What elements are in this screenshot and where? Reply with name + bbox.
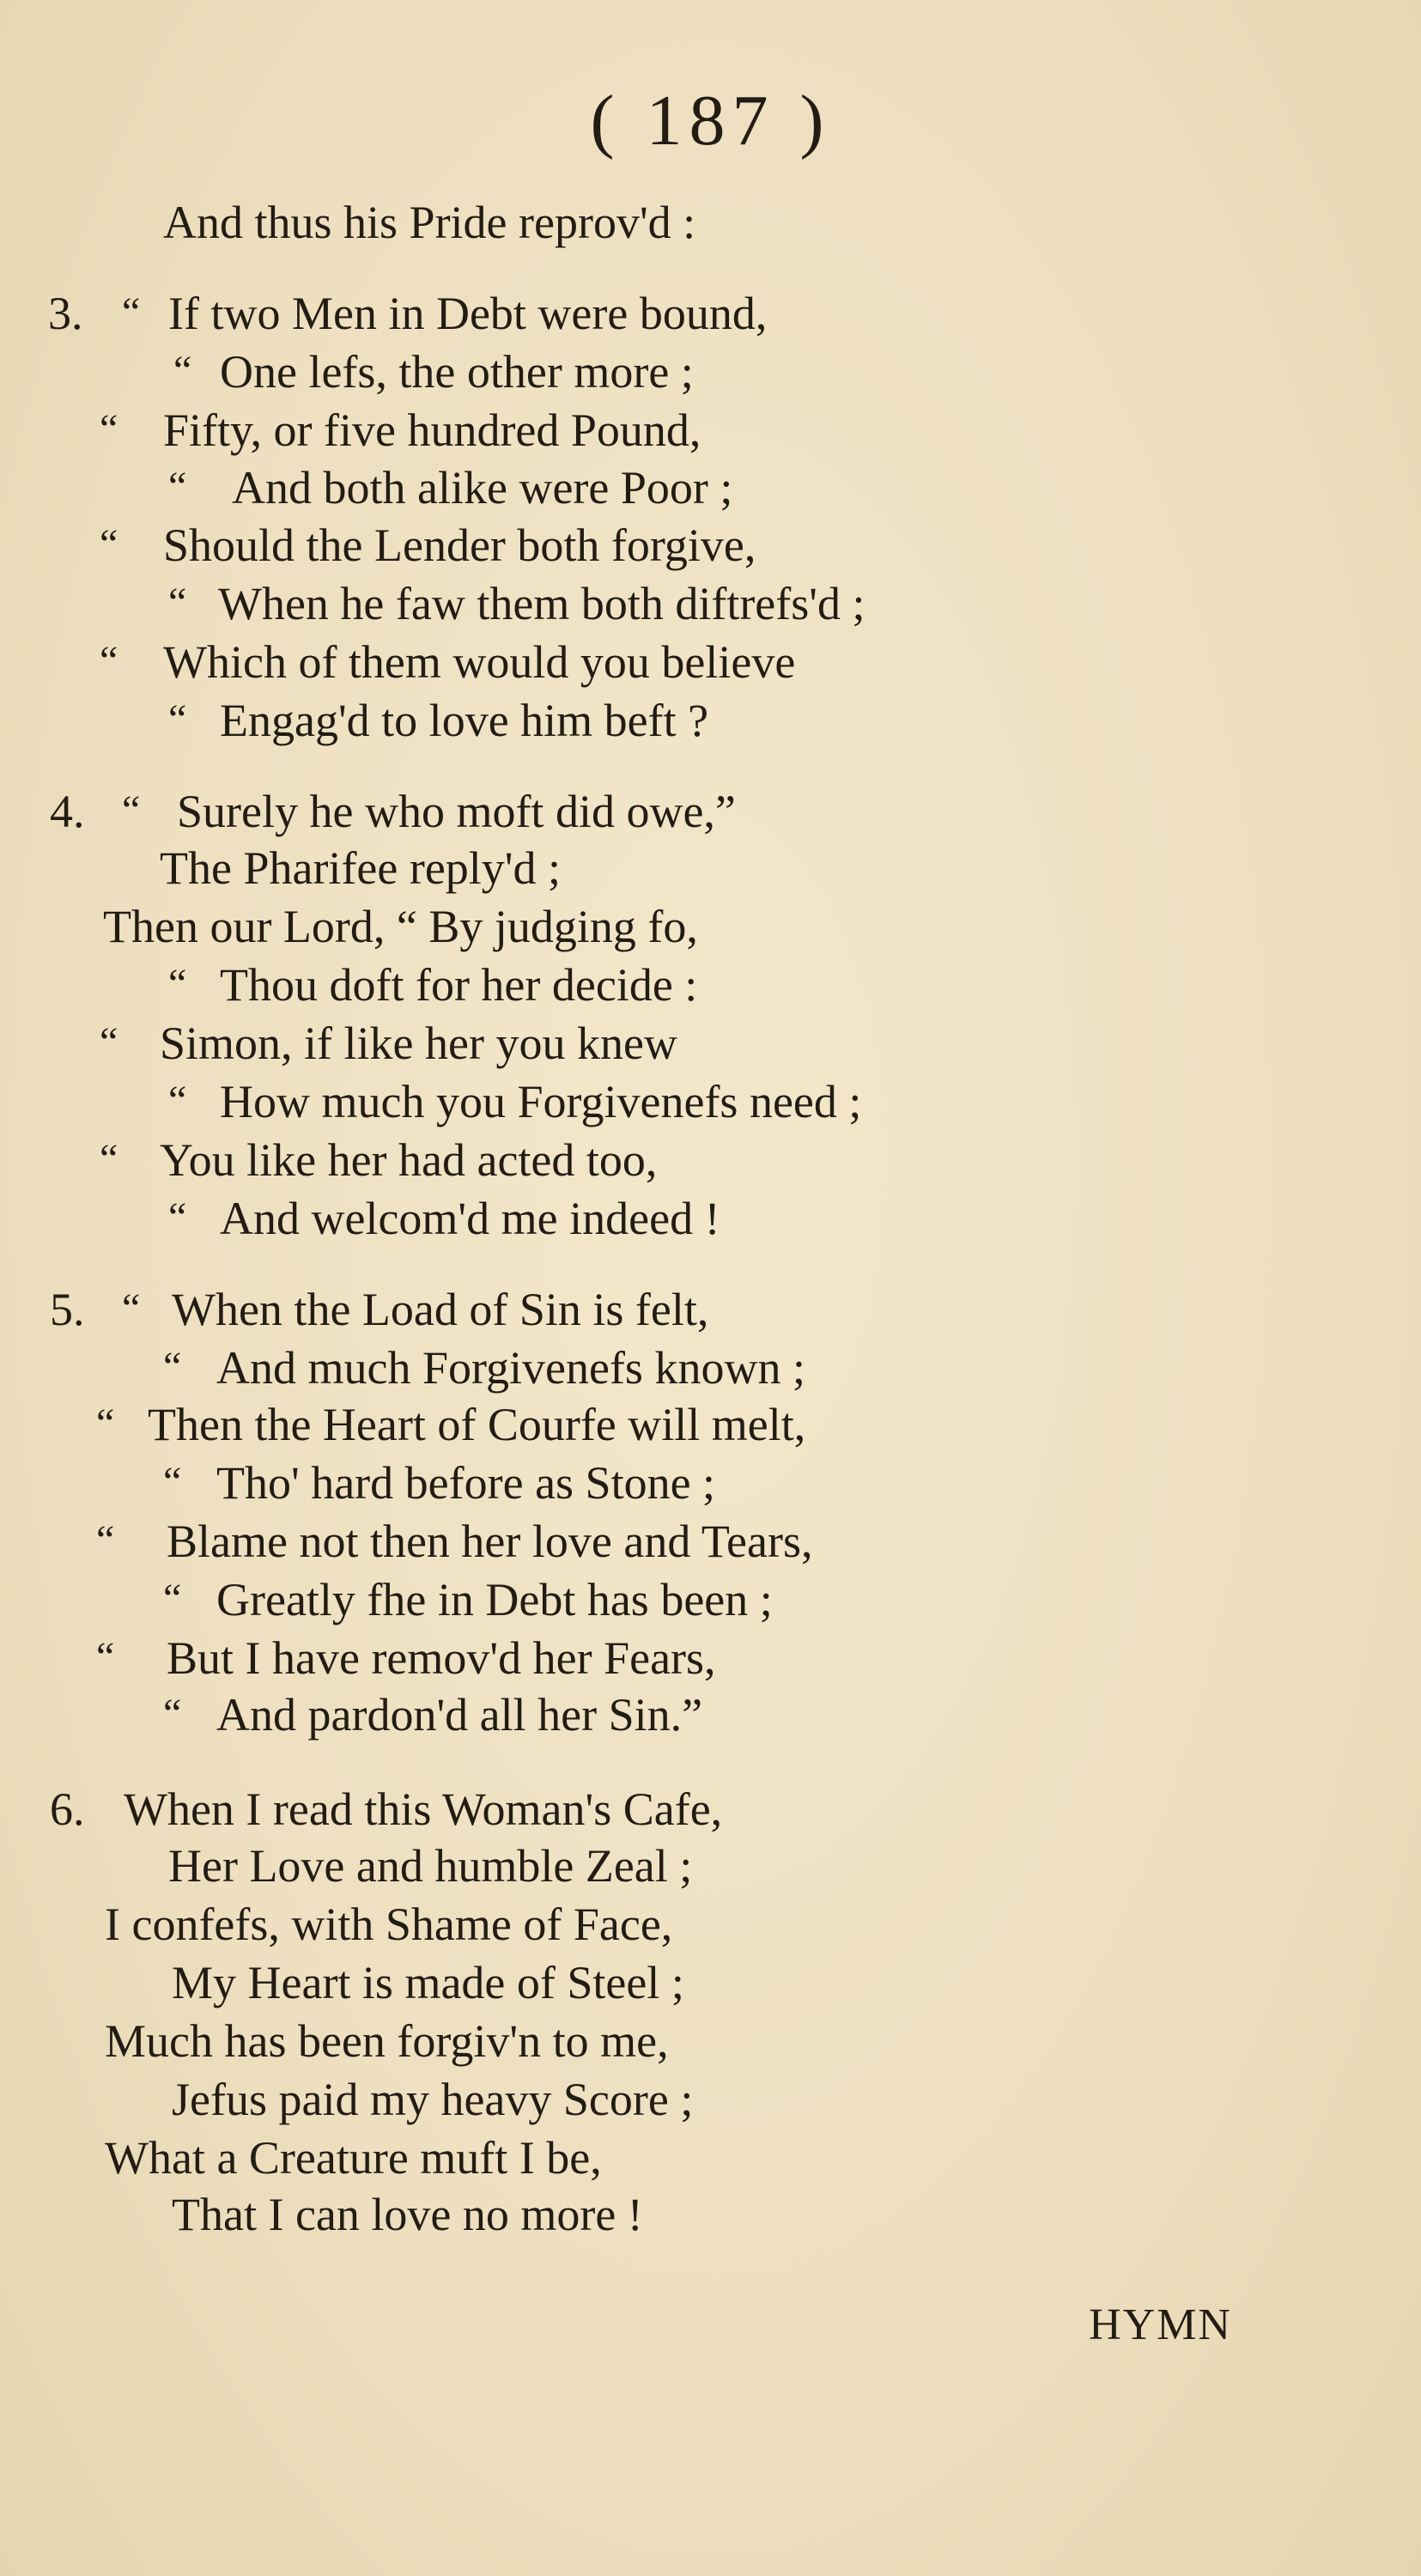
verse-line: If two Men in Debt were bound, xyxy=(168,288,768,339)
quote-mark: “ xyxy=(122,1285,141,1331)
verse-line: Should the Lender both forgive, xyxy=(163,519,756,571)
intro-line: And thus his Pride reprov'd : xyxy=(163,197,696,248)
verse-line: I confefs, with Shame of Face, xyxy=(105,1899,673,1950)
verse-line: Greatly fhe in Debt has been ; xyxy=(216,1574,773,1625)
stanza-number: 6. xyxy=(50,1783,85,1835)
verse-line: When the Load of Sin is felt, xyxy=(172,1284,709,1335)
verse-line: That I can love no more ! xyxy=(172,2189,643,2240)
quote-mark: “ xyxy=(168,580,187,625)
catchword: HYMN xyxy=(1089,2300,1232,2349)
verse-line: Which of them would you believe xyxy=(163,636,796,688)
verse-line: Then the Heart of Courfe will melt, xyxy=(148,1399,806,1450)
quote-mark: “ xyxy=(163,1691,182,1736)
verse-line: Tho' hard before as Stone ; xyxy=(216,1457,716,1509)
quote-mark: “ xyxy=(168,1194,187,1240)
quote-mark: “ xyxy=(100,638,118,683)
verse-line: Her Love and humble Zeal ; xyxy=(168,1840,693,1892)
verse-line: How much you Forgivenefs need ; xyxy=(220,1076,862,1127)
quote-mark: “ xyxy=(100,1136,118,1182)
verse-line: When he faw them both diftrefs'd ; xyxy=(218,578,865,629)
verse-line: You like her had acted too, xyxy=(160,1134,658,1186)
quote-mark: “ xyxy=(100,521,118,567)
stanza-number: 4. xyxy=(50,786,85,837)
verse-line: Simon, if like her you knew xyxy=(160,1018,677,1069)
verse-line: And both alike were Poor ; xyxy=(232,462,733,513)
verse-line: When I read this Woman's Cafe, xyxy=(124,1783,723,1835)
verse-line: But I have remov'd her Fears, xyxy=(167,1632,716,1684)
verse-line: And welcom'd me indeed ! xyxy=(220,1193,720,1244)
verse-line: The Pharifee reply'd ; xyxy=(160,842,562,894)
quote-mark: “ xyxy=(100,406,118,452)
verse-line: What a Creature muft I be, xyxy=(105,2132,602,2184)
quote-mark: “ xyxy=(122,289,141,335)
verse-line: Surely he who moft did owe,” xyxy=(177,786,736,837)
quote-mark: “ xyxy=(168,696,187,742)
quote-mark: “ xyxy=(168,464,187,509)
quote-mark: “ xyxy=(163,1459,182,1504)
verse-line: Jefus paid my heavy Score ; xyxy=(172,2074,694,2125)
quote-mark: “ xyxy=(168,1078,187,1123)
verse-line: My Heart is made of Steel ; xyxy=(172,1957,684,2008)
verse-line: Then our Lord, “ By judging fo, xyxy=(103,901,698,952)
page-number: ( 187 ) xyxy=(590,81,831,161)
verse-line: Engag'd to love him beft ? xyxy=(220,695,709,746)
stanza-number: 5. xyxy=(50,1284,85,1335)
quote-mark: “ xyxy=(96,1517,115,1563)
quote-mark: “ xyxy=(96,1400,115,1446)
quote-mark: “ xyxy=(168,961,187,1006)
quote-mark: “ xyxy=(173,348,192,393)
quote-mark: “ xyxy=(163,1576,182,1621)
verse-line: And pardon'd all her Sin.” xyxy=(216,1689,703,1741)
verse-line: Thou doft for her decide : xyxy=(220,959,698,1011)
quote-mark: “ xyxy=(122,787,141,833)
verse-line: Blame not then her love and Tears, xyxy=(167,1516,813,1567)
verse-line: And much Forgivenefs known ; xyxy=(216,1342,805,1394)
stanza-number: 3. xyxy=(48,288,83,339)
quote-mark: “ xyxy=(100,1019,118,1065)
verse-line: Much has been forgiv'n to me, xyxy=(105,2015,669,2067)
quote-mark: “ xyxy=(96,1634,115,1680)
verse-line: Fifty, or five hundred Pound, xyxy=(163,404,701,456)
quote-mark: “ xyxy=(163,1344,182,1389)
verse-line: One lefs, the other more ; xyxy=(220,346,694,398)
